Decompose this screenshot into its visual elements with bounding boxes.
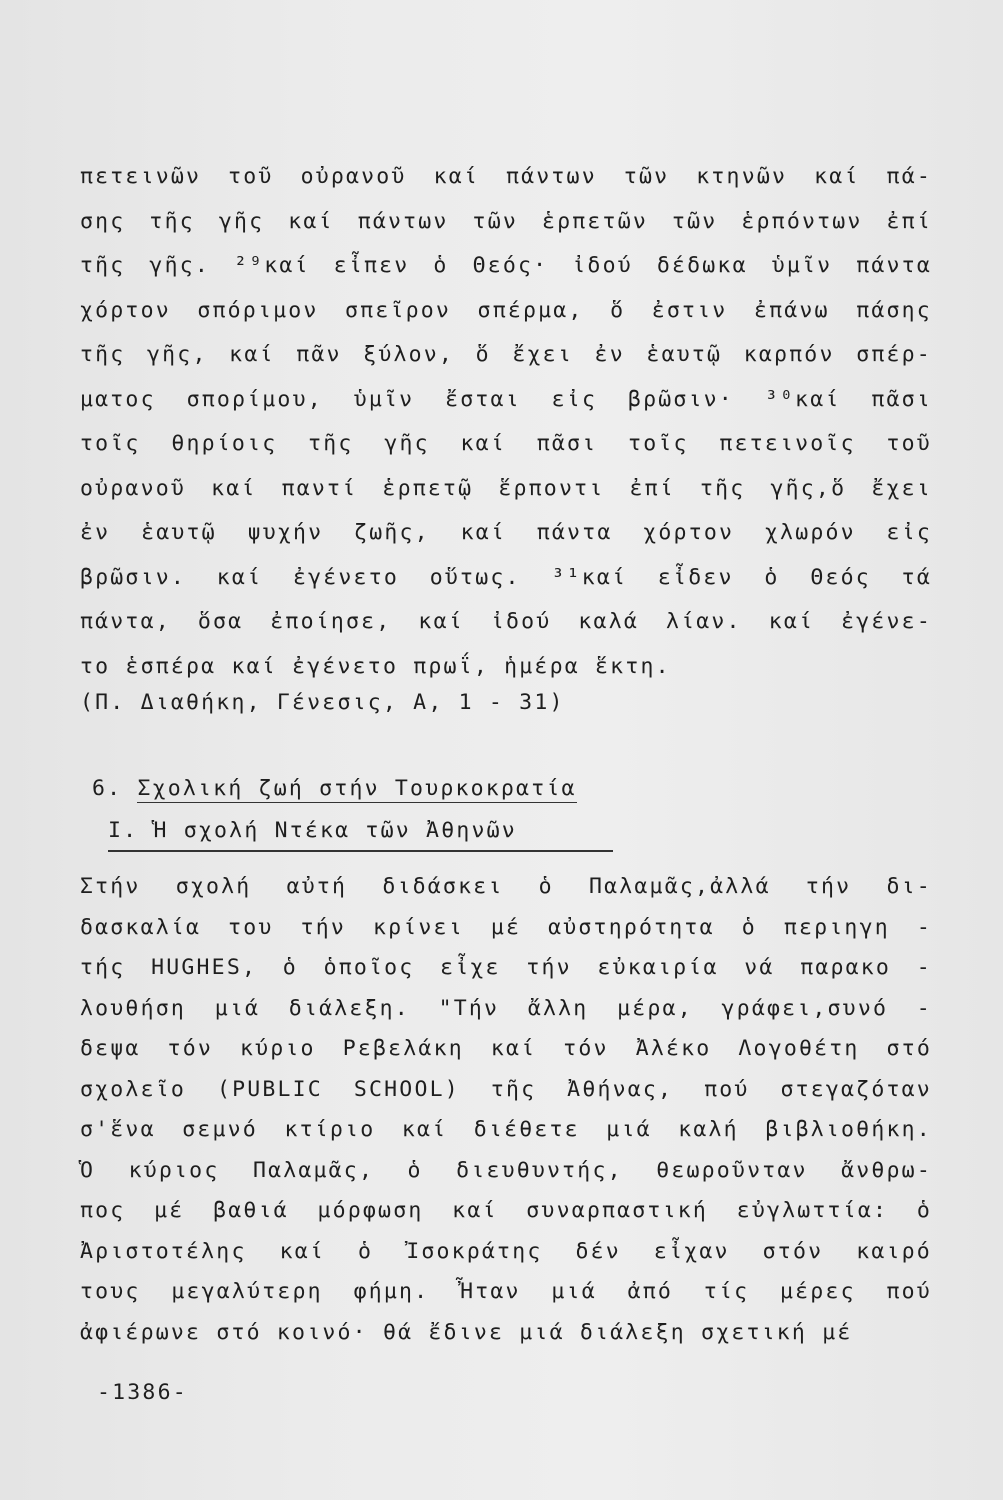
section-title: Σχολική ζωή στήν Τουρκοκρατία <box>137 776 577 801</box>
text-line: χόρτον σπόριμον σπεῖρον σπέρμα, ὅ ἐστιν ἐπάνω πάσης <box>80 297 932 323</box>
text-line: το ἑσπέρα καί ἐγένετο πρωΐ, ἡμέρα ἕκτη. <box>80 653 671 679</box>
section-heading <box>92 776 577 801</box>
text-line: πάντα, ὅσα ἐποίησε, καί ἰδού καλά λίαν. καί ἐγένε- <box>80 609 932 634</box>
text-line: βρῶσιν. καί ἐγένετο οὕτως. ³¹καί εἶδεν ὁ Θεός τά <box>80 564 932 590</box>
subsection-underline <box>108 850 613 852</box>
text-line: τής HUGHES, ὁ ὁποῖος εἶχε τήν εὐκαιρία νά παρακο - <box>80 955 932 980</box>
text-line: Ὁ κύριος Παλαμᾶς, ὁ διευθυντής, θεωροῦνταν ἄνθρω- <box>80 1157 932 1183</box>
text-line: Ἀριστοτέλης καί ὁ Ἰσοκράτης δέν εἶχαν στόν καιρό <box>80 1238 932 1264</box>
text-line: σχολεῖο (PUBLIC SCHOOL) τῆς Ἀθήνας, πού στεγαζόταν <box>80 1076 932 1102</box>
text-line: τοῖς θηρίοις τῆς γῆς καί πᾶσι τοῖς πετεινοῖς τοῦ <box>80 431 932 456</box>
text-line: ματος σπορίμου, ὑμῖν ἔσται εἰς βρῶσιν· ³⁰καί πᾶσι <box>80 386 932 412</box>
text-line: τους μεγαλύτερη φήμη. Ἦταν μιά ἀπό τίς μέρες πού <box>80 1279 932 1304</box>
text-line: ἀφιέρωνε στό κοινό· θά ἔδινε μιά διάλεξη σχετική μέ <box>80 1319 853 1345</box>
citation: (Π. Διαθήκη, Γένεσις, Α, 1 - 31) <box>80 690 565 715</box>
text-line: τῆς γῆς. ²⁹καί εἶπεν ὁ Θεός· ἰδού δέδωκα ὑμῖν πάντα <box>80 253 932 278</box>
subsection-title: Ἡ σχολή Ντέκα τῶν Ἀθηνῶν <box>153 818 517 843</box>
text-line: Στήν σχολή αὐτή διδάσκει ὁ Παλαμᾶς,ἀλλά τήν δι- <box>80 874 932 899</box>
text-line: δασκαλία του τήν κρίνει μέ αὐστηρότητα ὁ περιηγη - <box>80 914 932 940</box>
text-line: οὐρανοῦ καί παντί ἑρπετῷ ἕρποντι ἐπί τῆς γῆς,ὅ ἔχει <box>80 475 932 501</box>
text-line: τῆς γῆς, καί πᾶν ξύλον, ὅ ἔχει ἐν ἑαυτῷ καρπόν σπέρ- <box>80 342 932 367</box>
text-line: σ'ἕνα σεμνό κτίριο καί διέθετε μιά καλή βιβλιοθήκη. <box>80 1117 932 1142</box>
section-number: 6. <box>92 776 123 801</box>
text-line: πετεινῶν τοῦ οὐρανοῦ καί πάντων τῶν κτηνῶν καί πά- <box>80 164 932 189</box>
subsection-heading <box>108 818 517 843</box>
text-line: δεψα τόν κύριο Ρεβελάκη καί τόν Ἀλέκο Λογοθέτη στό <box>80 1036 932 1061</box>
page-number: -1386- <box>97 1380 188 1405</box>
text-line: λουθήση μιά διάλεξη. "Τήν ἄλλη μέρα, γράφει,συνό - <box>80 995 932 1021</box>
subsection-number: I. <box>108 818 139 843</box>
text-line: ἐν ἑαυτῷ ψυχήν ζωῆς, καί πάντα χόρτον χλωρόν εἰς <box>80 520 932 545</box>
text-line: πος μέ βαθιά μόρφωση καί συναρπαστική εὐγλωττία: ὁ <box>80 1198 932 1223</box>
text-line: σης τῆς γῆς καί πάντων τῶν ἑρπετῶν τῶν ἑρπόντων ἐπί <box>80 208 932 234</box>
